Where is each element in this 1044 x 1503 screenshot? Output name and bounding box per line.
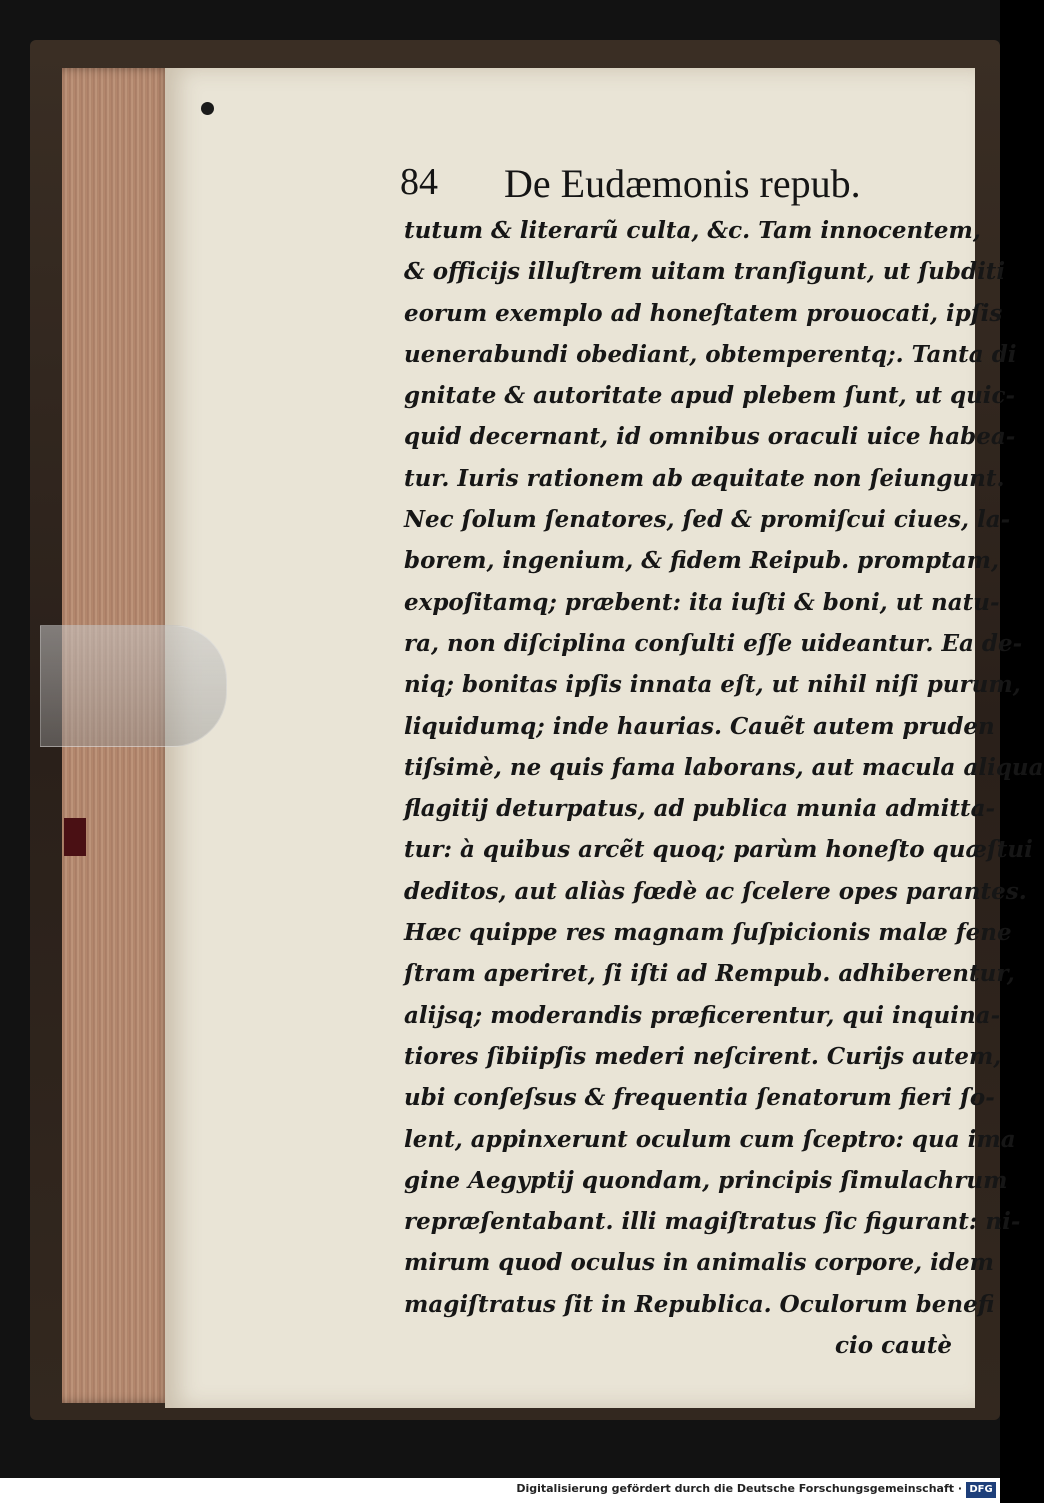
page-number: 84 <box>400 161 438 203</box>
text-line: borem, ingenium, & fidem Reipub. promptam, <box>404 547 1000 575</box>
text-line: uenerabundi obediant, obtemperentq;. Tanta di <box>404 340 1017 368</box>
text-line: quid decernant, id omnibus oraculi uice habea- <box>404 423 1016 451</box>
funding-credit: Digitalisierung gefördert durch die Deutsche Forschungsgemeinschaft · <box>516 1482 962 1495</box>
text-line: & officijs illuſtrem uitam tranſigunt, ut ſubditi <box>404 258 1006 286</box>
page-header <box>400 160 920 210</box>
text-line: mirum quod oculus in animalis corpore, idem <box>404 1249 994 1277</box>
text-line: repræſentabant. illi magiſtratus ſic figurant: ni- <box>404 1208 1021 1236</box>
text-line: gine Aegyptij quondam, principis ſimulachrum <box>404 1166 1008 1194</box>
text-line: ſtram aperiret, ſi iſti ad Rempub. adhiberentur, <box>404 960 1015 988</box>
text-line: liquidumq; inde haurias. Cauẽt autem pruden <box>404 712 995 740</box>
text-line: tutum & literarũ culta, &c. Tam innocentem, <box>404 217 981 244</box>
text-line: tur: à quibus arcẽt quoq; parùm honeſto quæſtui <box>404 836 1033 864</box>
dfg-logo: DFG <box>966 1482 996 1498</box>
text-line: alijsq; moderandis præficerentur, qui inquina- <box>404 1001 1001 1029</box>
text-line: eorum exemplo ad honeſtatem prouocati, ipſis <box>404 299 1003 327</box>
catchword: cio cautè <box>835 1332 952 1360</box>
text-line: tur. Iuris rationem ab æquitate non ſeiungunt. <box>404 464 1005 492</box>
text-line: magiſtratus ſit in Republica. Oculorum benefi <box>404 1290 995 1318</box>
text-line: expoſitamq; præbent: ita iuſti & boni, ut natu- <box>404 588 1000 616</box>
text-line: lent, appinxerunt oculum cum ſceptro: qua ima <box>404 1125 1016 1153</box>
bleed-through-marginalia <box>250 380 410 410</box>
text-line: gnitate & autoritate apud plebem ſunt, ut quic- <box>404 382 1016 410</box>
ink-dot <box>201 102 214 115</box>
text-line: tiores ſibiipſis mederi neſcirent. Curijs autem, <box>404 1042 1002 1070</box>
body-text <box>404 210 1044 1366</box>
text-line: ubi conſeſsus & frequentia ſenatorum fieri ſo- <box>404 1084 995 1112</box>
digitization-footer <box>0 1478 1000 1503</box>
text-line: ra, non diſciplina conſulti eſſe uideantur. Ea de- <box>404 629 1023 657</box>
bookmark-ribbon <box>64 818 86 856</box>
text-line: flagitij deturpatus, ad publica munia admitta- <box>404 795 996 823</box>
running-head: De Eudæmonis repub. <box>504 161 861 206</box>
text-line: deditos, aut aliàs fœdè ac ſcelere opes parantes. <box>404 877 1027 905</box>
text-line: Hæc quippe res magnam ſuſpicionis malæ fene <box>404 919 1012 947</box>
page-clamp <box>40 625 227 747</box>
text-line: tiſsimè, ne quis fama laborans, aut macula aliqua <box>404 753 1044 781</box>
text-line: niq; bonitas ipſis innata eſt, ut nihil niſi purum, <box>404 671 1021 699</box>
text-line: Nec ſolum ſenatores, ſed & promiſcui ciues, la- <box>404 506 1011 534</box>
